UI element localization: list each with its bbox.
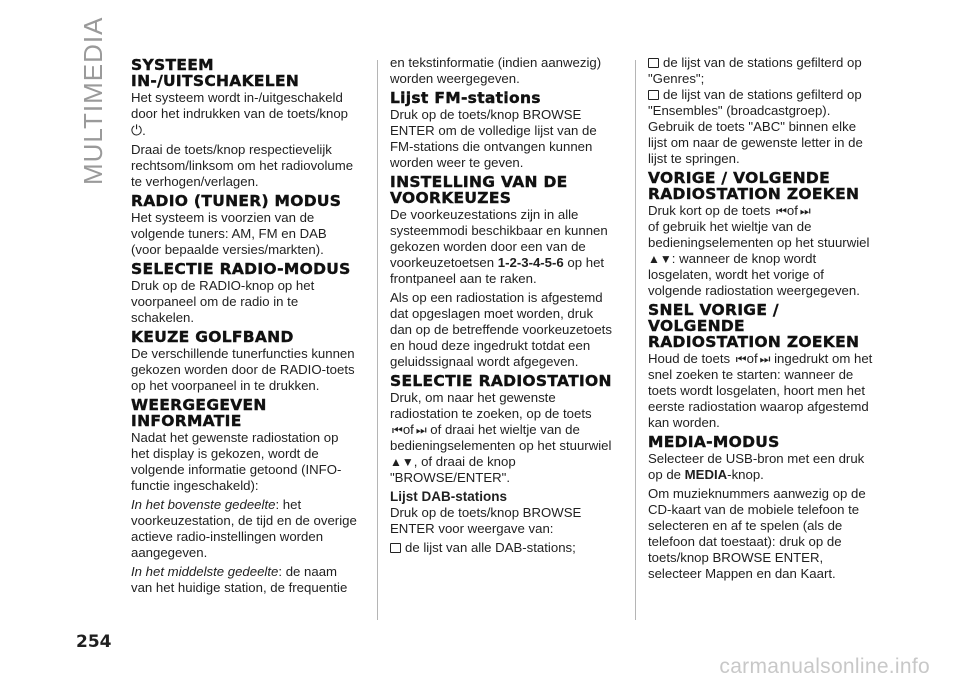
checkbox-bullet-icon xyxy=(390,543,401,553)
paragraph: Het systeem is voorzien van de volgende tuners: AM, FM en DAB (voor bepaalde versies/markten). xyxy=(131,210,327,257)
column-divider xyxy=(635,60,636,620)
up-down-arrows-icon: ▲▼ xyxy=(390,455,414,469)
paragraph: Als op een radiostation is afgestemd dat opgeslagen moet worden, druk dan op de betreffende voorkeuzetoets en houd deze ingedrukt totdat een geluidssignaal wordt afgegeven. xyxy=(390,290,612,369)
paragraph: Houd de toets ⏮ of ⏭ ingedrukt om het snel zoeken te starten: wanneer de toets wordt losgelaten, hoort men het eerste radiostation waarop afgestemd kan worden. xyxy=(648,351,873,430)
next-track-icon: ⏭ xyxy=(799,204,809,218)
next-track-icon: ⏭ xyxy=(415,423,425,437)
paragraph: De verschillende tunerfuncties kunnen gekozen worden door de RADIO-toets op het voorpaneel in te drukken. xyxy=(131,346,355,393)
list-item: de lijst van de stations gefilterd op "Genres"; xyxy=(648,55,862,86)
heading-fm-list: Lijst FM-stations xyxy=(390,89,541,107)
paragraph: Druk, om naar het gewenste radiostation te zoeken, op de toets ⏮ of ⏭ of draai het wieltje van de bedieningselementen op het stuurwiel ▲▼, of draai de knop "BROWSE/ENTER". xyxy=(390,390,612,485)
heading-instelling: INSTELLING VAN DE VOORKEUZES xyxy=(390,173,568,207)
previous-track-icon: ⏮ xyxy=(735,352,745,366)
column-3 xyxy=(648,55,876,585)
previous-track-icon: ⏮ xyxy=(776,204,785,218)
paragraph: Selecteer de USB-bron met een druk op de MEDIA-knop. xyxy=(648,451,865,482)
heading-weergegeven: WEERGEGEVEN INFORMATIE xyxy=(131,396,267,430)
column-2 xyxy=(390,55,618,556)
list-item: de lijst van alle DAB-stations; xyxy=(390,540,618,556)
power-icon: ⏻ xyxy=(131,122,143,138)
column-divider xyxy=(377,60,378,620)
up-down-arrows-icon: ▲▼ xyxy=(648,252,672,266)
paragraph: Druk op de toets/knop BROWSE ENTER om de volledige lijst van de FM-stations die ontvangen kunnen worden weer te geven. xyxy=(390,107,597,170)
heading-selectie-station: SELECTIE RADIOSTATION xyxy=(390,372,612,390)
page-number: 254 xyxy=(76,632,112,652)
checkbox-bullet-icon xyxy=(648,58,659,68)
checkbox-bullet-icon xyxy=(648,90,659,100)
heading-selectie: SELECTIE RADIO-MODUS xyxy=(131,260,351,278)
paragraph: Het systeem wordt in-/uitgeschakeld door het indrukken van de toets/knop ⏻. xyxy=(131,90,349,138)
paragraph: Druk kort op de toets ⏮ of ⏭ of gebruik het wieltje van de bedieningselementen op het stuurwiel ▲▼: wanneer de knop wordt losgelaten, wordt het vorige of volgende radiostation weergegeven. xyxy=(648,203,870,298)
paragraph: Druk op de RADIO-knop op het voorpaneel om de radio in te schakelen. xyxy=(131,278,315,325)
heading-media: MEDIA-MODUS xyxy=(648,433,780,451)
heading-golfband: KEUZE GOLFBAND xyxy=(131,328,294,346)
paragraph: In het bovenste gedeelte: het voorkeuzestation, de tijd en de overige actieve radio-instellingen worden aangegeven. xyxy=(131,497,357,560)
heading-snel: SNEL VORIGE / VOLGENDE RADIOSTATION ZOEKEN xyxy=(648,301,860,351)
heading-systeem: SYSTEEM IN-/UITSCHAKELEN xyxy=(131,56,300,90)
paragraph: Nadat het gewenste radiostation op het display is gekozen, wordt de volgende informatie getoond (INFO-functie ingeschakeld): xyxy=(131,430,342,493)
paragraph: en tekstinformatie (indien aanwezig) worden weergegeven. xyxy=(390,55,602,86)
paragraph: Druk op de toets/knop BROWSE ENTER voor weergave van: xyxy=(390,505,582,536)
next-track-icon: ⏭ xyxy=(759,352,769,366)
previous-track-icon: ⏮ xyxy=(392,423,401,437)
paragraph: In het middelste gedeelte: de naam van het huidige station, de frequentie xyxy=(131,564,348,595)
column-1 xyxy=(131,55,359,599)
list-item: de lijst van de stations gefilterd op "Ensembles" (broadcastgroep). xyxy=(648,87,862,118)
watermark: carmanualsonline.info xyxy=(719,655,930,678)
paragraph: Gebruik de toets "ABC" binnen elke lijst om naar de gewenste letter in de lijst te springen. xyxy=(648,119,863,166)
paragraph: De voorkeuzestations zijn in alle systeemmodi beschikbaar en kunnen gekozen worden door een van de voorkeuzetoetsen 1-2-3-4-5-6 op het frontpaneel aan te raken. xyxy=(390,207,608,286)
paragraph: Om muzieknummers aanwezig op de CD-kaart van de mobiele telefoon te selecteren en af te spelen (als de telefoon dat toestaat): druk op de toets/knop BROWSE ENTER, selecteer Mappen en dan Kaart. xyxy=(648,486,866,581)
heading-radio: RADIO (TUNER) MODUS xyxy=(131,192,342,210)
heading-vorige-volgende: VORIGE / VOLGENDE RADIOSTATION ZOEKEN xyxy=(648,169,860,203)
section-side-label: MULTIMEDIA xyxy=(78,16,108,185)
paragraph: Draai de toets/knop respectievelijk rechtsom/linksom om het radiovolume te verhogen/verlagen. xyxy=(131,142,354,189)
heading-dab-list: Lijst DAB-stations xyxy=(390,489,508,504)
